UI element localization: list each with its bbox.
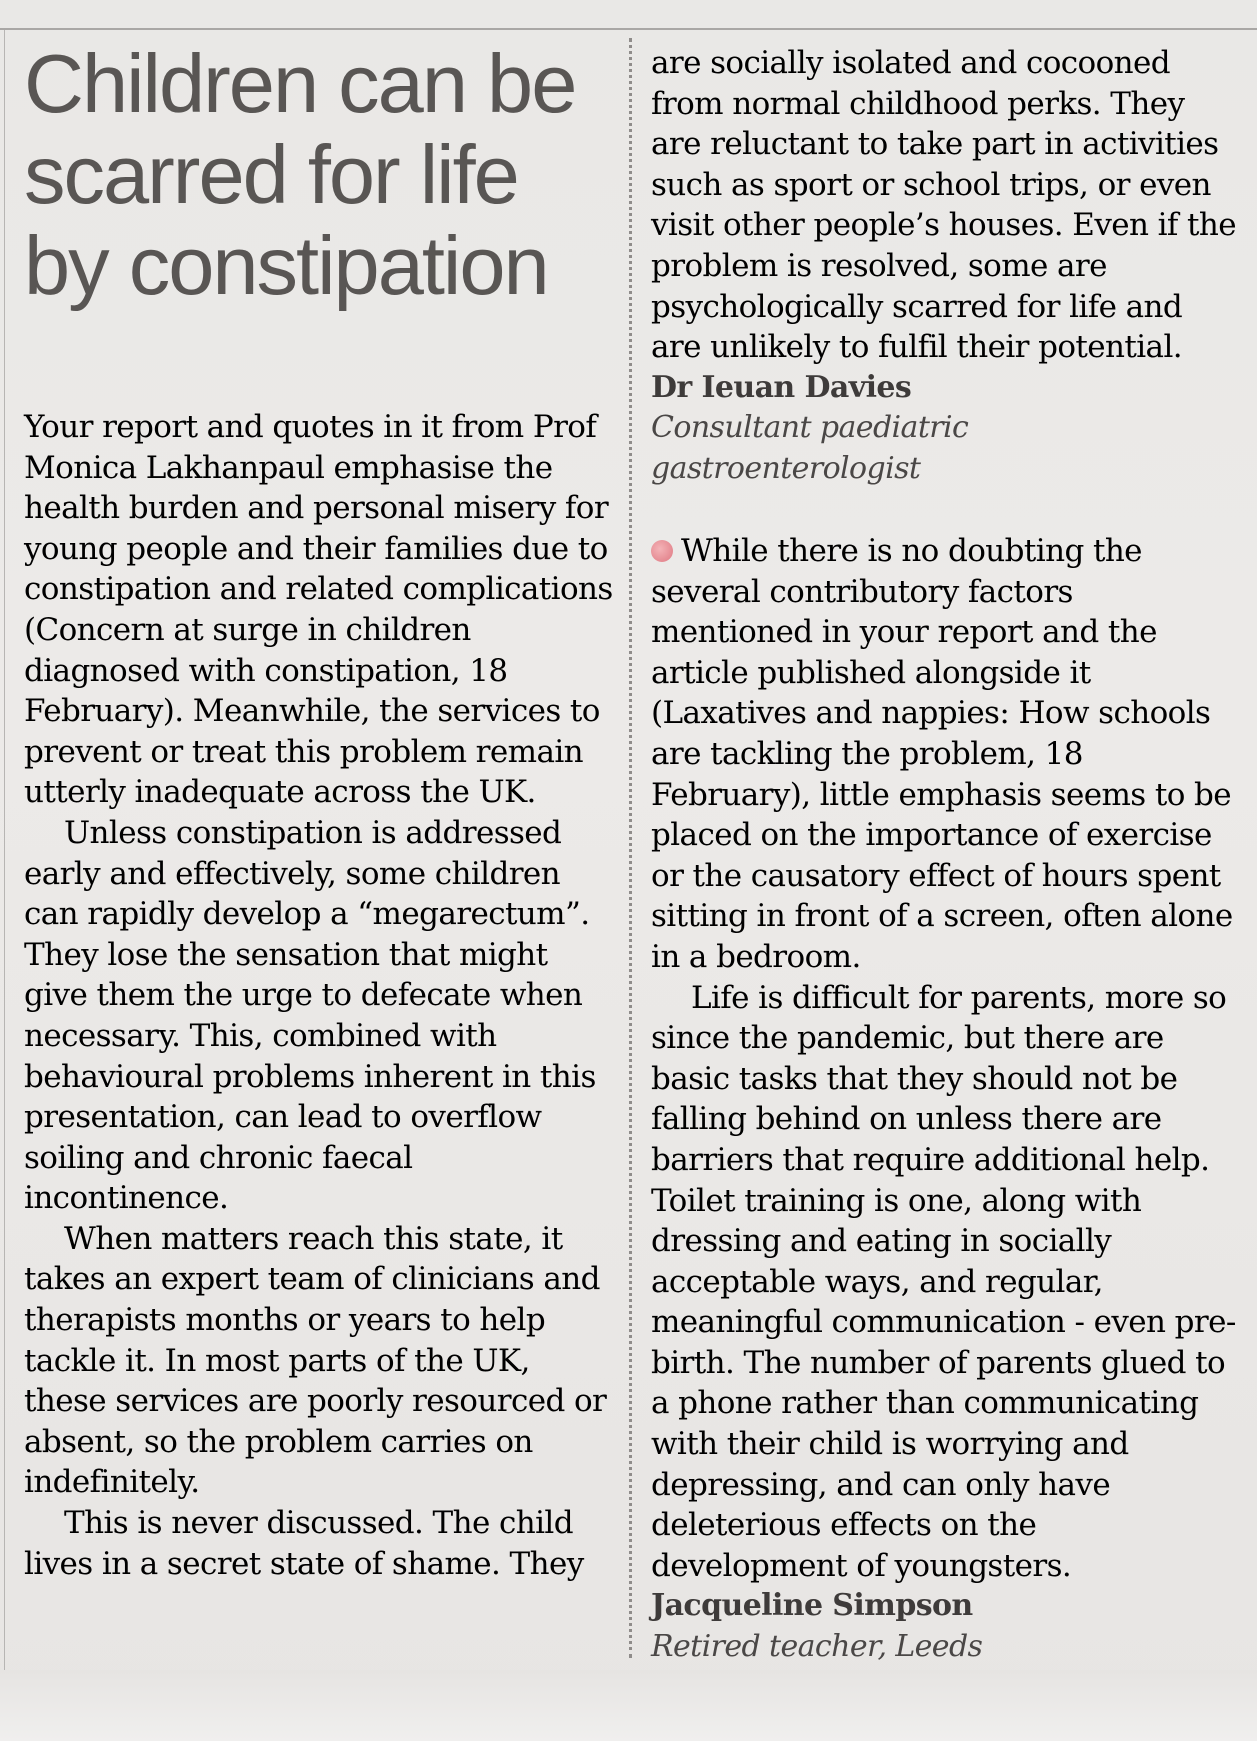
bullet-dot-icon <box>651 540 673 562</box>
letter-1-role-line-2: gastroenterologist <box>651 450 921 486</box>
letter-1-continuation <box>651 43 1241 490</box>
letter-1-paragraph: When matters reach this state, it takes an expert team of clinicians and therapists months or years to help tackle it. In most parts of the UK, these services are poorly resourced or absent, so the problem carries on indefinitely. <box>24 1220 607 1501</box>
letter-1-left-column <box>24 407 614 1584</box>
letter-2-author: Jacqueline Simpson <box>651 1588 973 1624</box>
letter-1-author: Dr Ieuan Davies <box>651 369 912 405</box>
letter-1-paragraph: Unless constipation is addressed early and effectively, some children can rapidly develop a “megarectum”. They lose the sensation that might give them the urge to defecate when necessary. This, combined with behavioural problems inherent in this presentation, can lead to overflow soiling and chronic faecal incontinence. <box>24 814 596 1217</box>
letter-2-paragraph <box>651 531 1241 978</box>
letter-2-paragraph: Life is difficult for parents, more so since the pandemic, but there are basic tasks that they should not be falling behind on unless there are barriers that require additional help. Toilet training is one, along with dressing and eating in socially acceptable ways, and regular, meaningful communication - even pre-birth. The number of parents glued to a phone rather than communicating with their child is worrying and depressing, and can only have deleterious effects on the development of youngsters. <box>651 979 1236 1584</box>
letter-2 <box>651 531 1241 1668</box>
headline: Children can be scarred for life by constipation <box>24 37 576 312</box>
letter-1-paragraph: are socially isolated and cocooned from normal childhood perks. They are reluctant to take part in activities such as sport or school trips, or even visit other people’s houses. Even if the problem is resolved, some are psychologically scarred for life and are unlikely to fulfil their potential. <box>651 45 1237 366</box>
letter-2-paragraph-text: While there is no doubting the several contributory factors mentioned in your report and the article published alongside it (Laxatives and nappies: How schools are tackling the problem, 18 February), little emphasis seems to be placed on the importance of exercise or the causatory effect of hours spent sitting in front of a screen, often alone in a bedroom. <box>651 533 1233 975</box>
page-edge <box>4 30 5 1670</box>
letter-1-role-line-1: Consultant paediatric <box>651 410 969 446</box>
column-divider <box>629 38 632 1658</box>
top-rule <box>0 28 1257 30</box>
letter-1-paragraph: Your report and quotes in it from Prof Monica Lakhanpaul emphasise the health burden and personal misery for young people and their families due to constipation and related complications (Concern at surge in children diagnosed with constipation, 18 February). Meanwhile, the services to prevent or treat this problem remain utterly inadequate across the UK. <box>24 409 613 811</box>
letter-2-role: Retired teacher, Leeds <box>651 1629 983 1665</box>
paper-bottom-margin <box>0 1670 1257 1741</box>
letter-1-paragraph: This is never discussed. The child lives in a secret state of shame. They <box>24 1505 584 1582</box>
